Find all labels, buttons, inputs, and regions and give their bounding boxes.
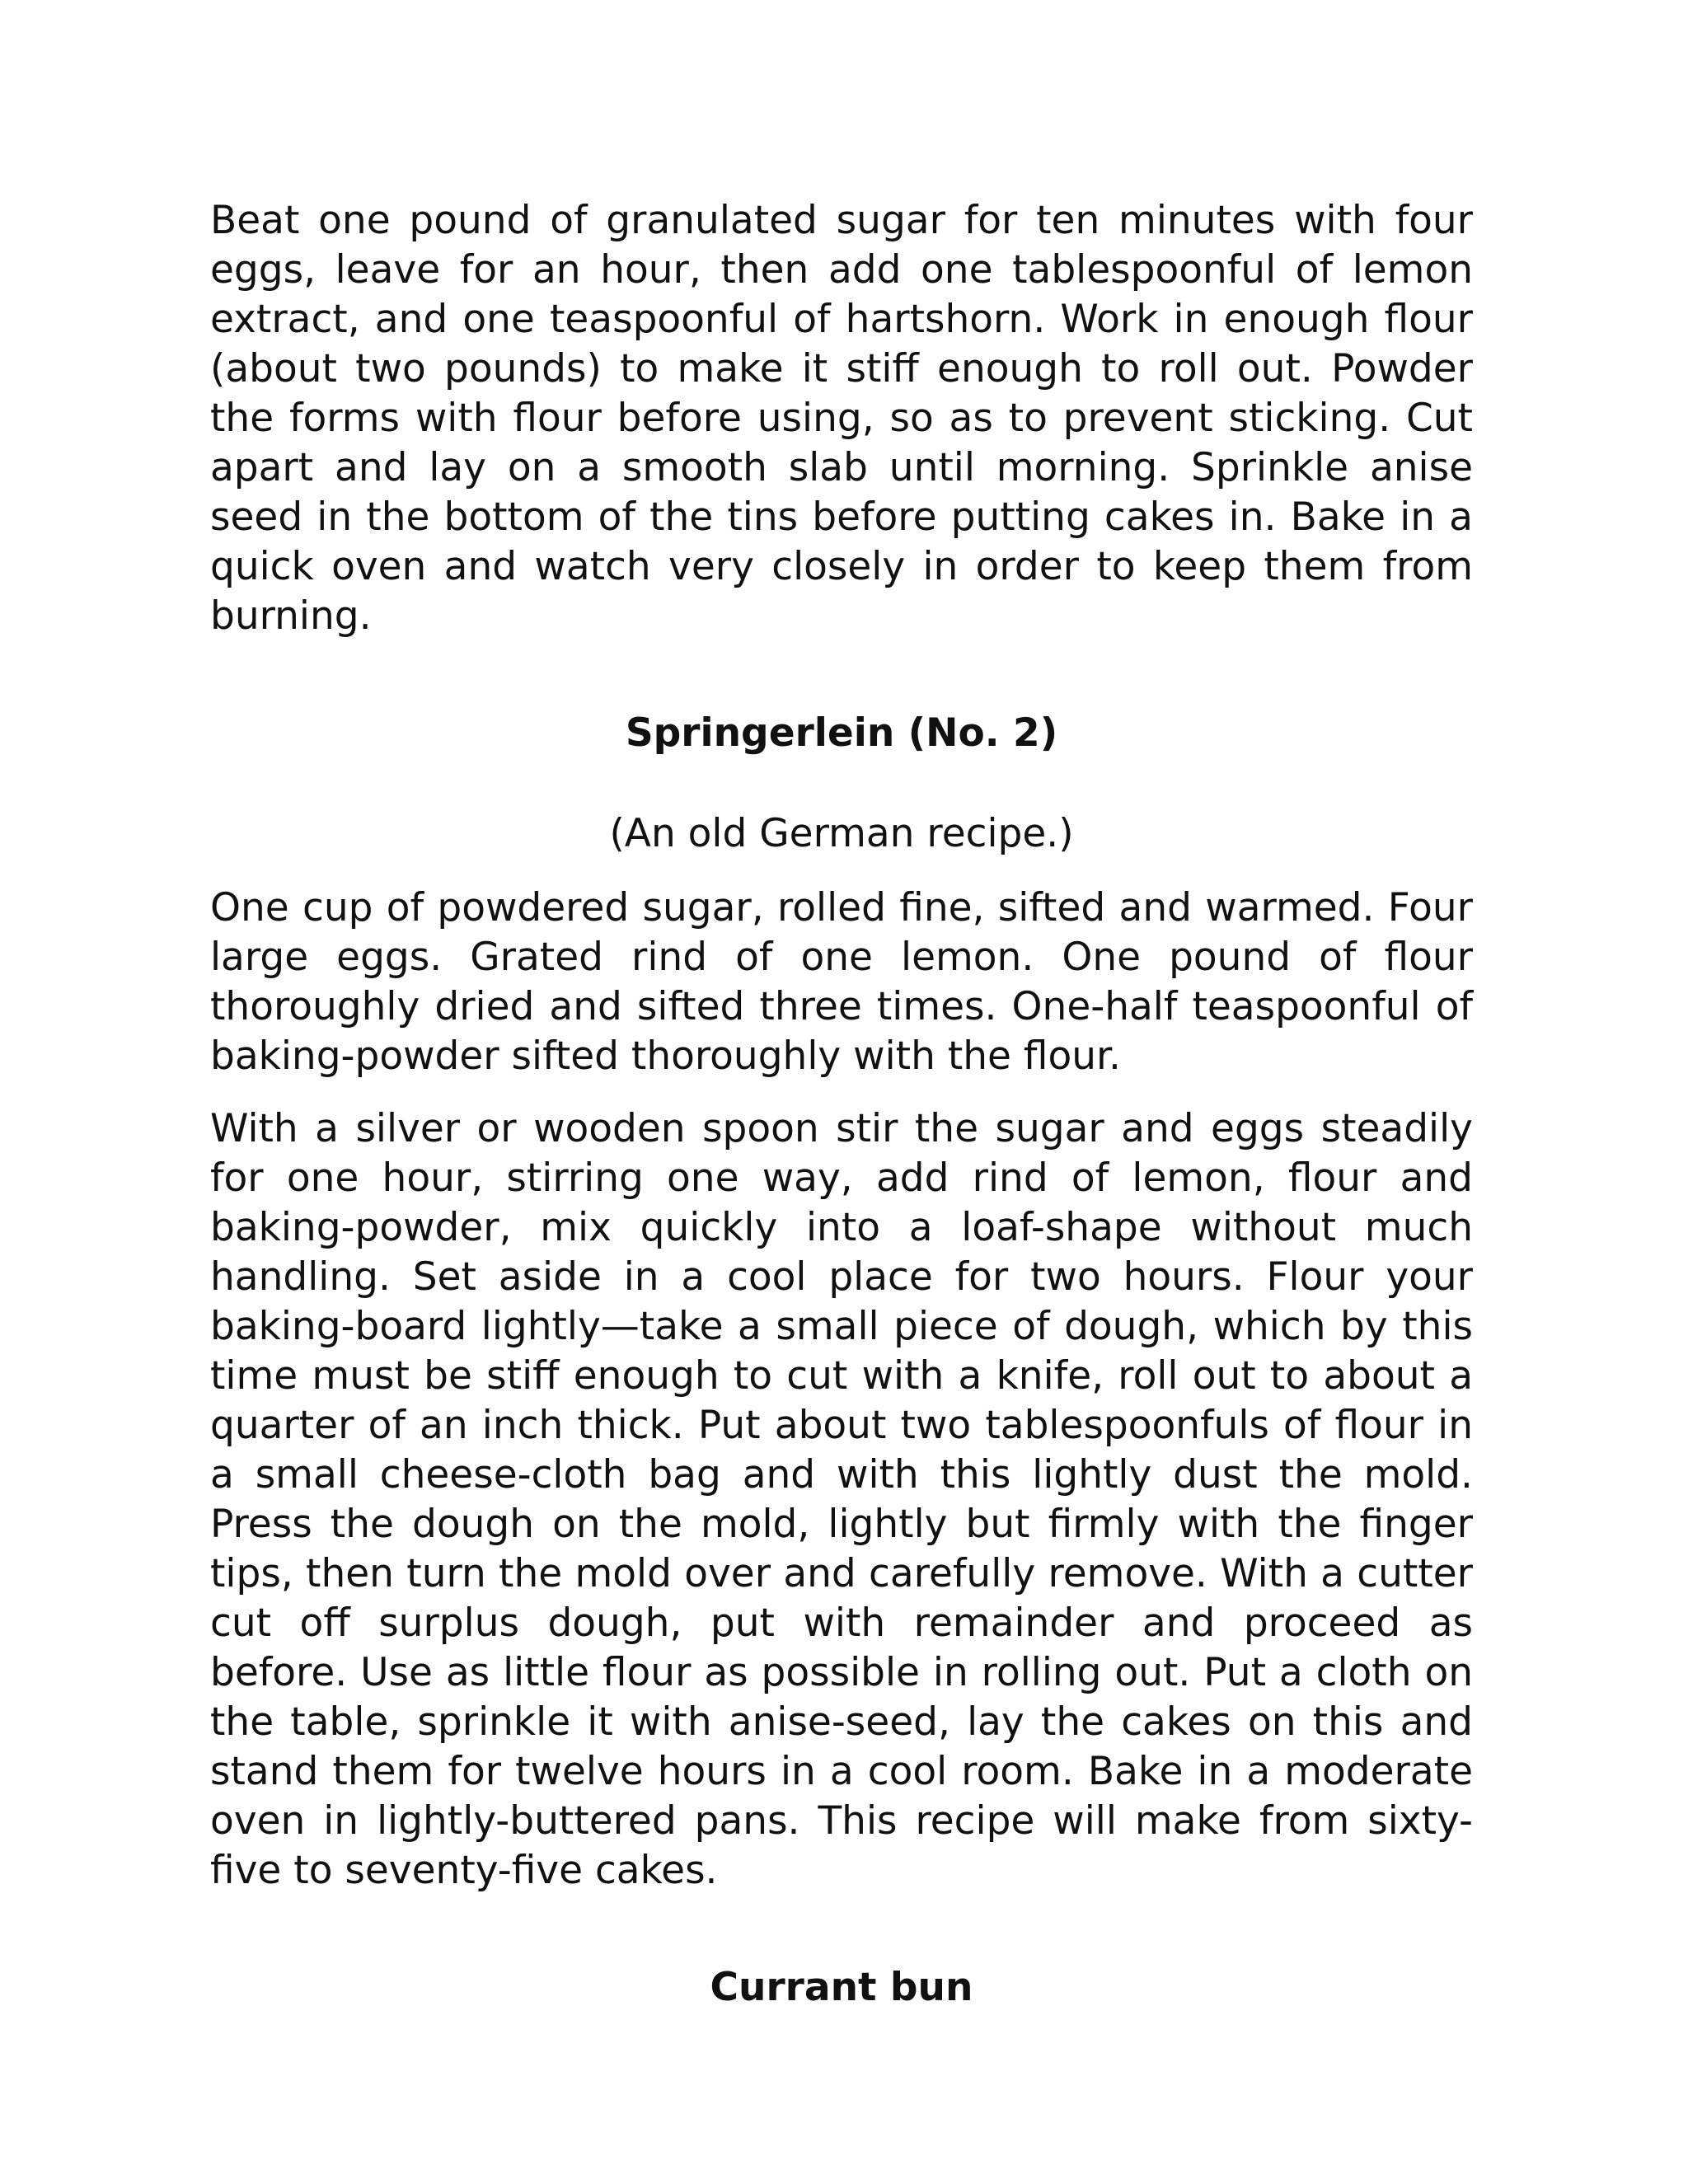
ingredients-paragraph: One cup of powdered sugar, rolled fine, sifted and warmed. Four large eggs. Grated rind of one lemon. One pound of flour thoroughly dried and sifted three times. One-half teaspoonful of baking-powder sifted thoroughly with the flour. bbox=[210, 885, 1473, 1079]
recipe-title: Springerlein (No. 2) bbox=[625, 710, 1058, 756]
spacer bbox=[210, 1081, 1473, 1104]
spacer bbox=[210, 758, 1473, 809]
intro-paragraph: Beat one pound of granulated sugar for ten minutes with four eggs, leave for an hour, then add one tablespoonful of lemon extract, and one teaspoonful of hartshorn. Work in enough flour (about two pounds) to make it stiff enough to roll out. Powder the forms with flour before using, so as to prevent sticking. Cut apart and lay on a smooth slab until morning. Sprinkle anise seed in the bottom of the tins before putting cakes in. Bake in a quick oven and watch very closely in order to keep them from burning. bbox=[210, 198, 1473, 639]
document-page bbox=[210, 196, 1473, 2013]
spacer bbox=[210, 1896, 1473, 1963]
recipe-subtitle: (An old German recipe.) bbox=[609, 811, 1074, 856]
next-recipe-title: Currant bun bbox=[710, 1965, 973, 2010]
method-paragraph: With a silver or wooden spoon stir the sugar and eggs steadily for one hour, stirring one way, add rind of lemon, flour and baking-powder, mix quickly into a loaf-shape without much handling. Set aside in a cool place for two hours. Flour your baking-board lightly—take a small piece of dough, which by this time must be stiff enough to cut with a knife, roll out to about a quarter of an inch thick. Put about two tablespoonfuls of flour in a small cheese-cloth bag and with this lightly dust the mold. Press the dough on the mold, lightly but firmly with the finger tips, then turn the mold over and carefully remove. With a cutter cut off surplus dough, put with remainder and proceed as before. Use as little flour as possible in rolling out. Put a cloth on the table, sprinkle it with anise-seed, lay the cakes on this and stand them for twelve hours in a cool room. Bake in a moderate oven in lightly-buttered pans. This recipe will make from sixty-five to seventy-five cakes. bbox=[210, 1106, 1473, 1893]
spacer bbox=[210, 859, 1473, 883]
spacer bbox=[210, 641, 1473, 709]
